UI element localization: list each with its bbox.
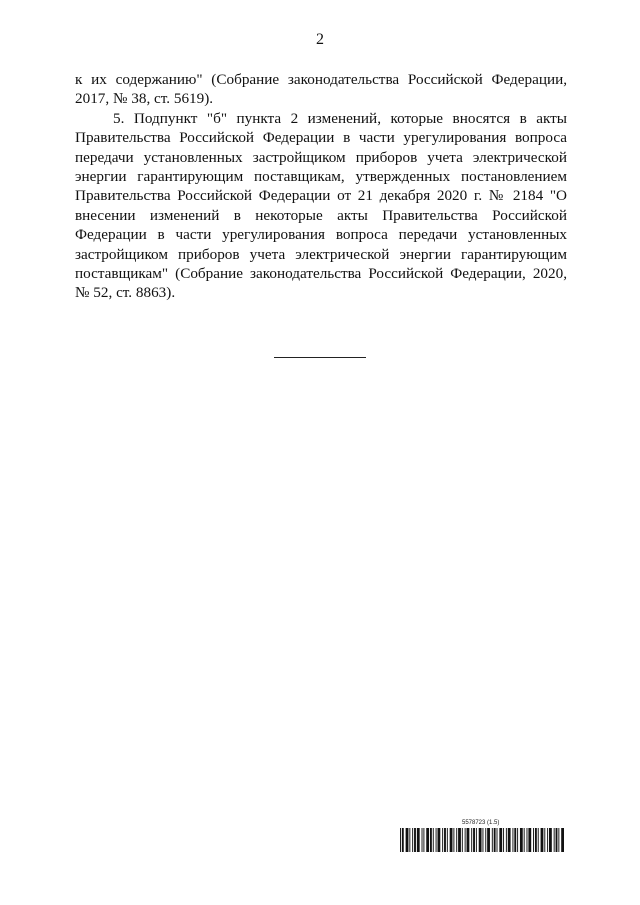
barcode-bar bbox=[456, 828, 457, 852]
barcode-bar bbox=[533, 828, 534, 852]
barcode-bar bbox=[444, 828, 446, 852]
barcode-bar bbox=[528, 828, 531, 852]
barcode-bar bbox=[414, 828, 416, 852]
barcode-bar bbox=[514, 828, 516, 852]
barcode-bar bbox=[450, 828, 453, 852]
barcode-bar bbox=[462, 828, 463, 852]
barcode-bar bbox=[430, 828, 432, 852]
barcode-bar bbox=[402, 828, 404, 852]
barcode-bar bbox=[442, 828, 443, 852]
barcode-graphic bbox=[400, 828, 564, 852]
barcode-bar bbox=[535, 828, 537, 852]
barcode-bar bbox=[400, 828, 401, 852]
barcode-bar bbox=[487, 828, 490, 852]
barcode-bar bbox=[426, 828, 429, 852]
barcode-bar bbox=[541, 828, 544, 852]
barcode bbox=[400, 828, 564, 852]
paragraph-continuation: к их содержанию" (Собрание законодательства Российской Федерации, 2017, № 38, ст. 5619). bbox=[75, 71, 567, 108]
barcode-bar bbox=[494, 828, 496, 852]
barcode-bar bbox=[422, 828, 423, 852]
barcode-bar bbox=[520, 828, 523, 852]
barcode-bar bbox=[406, 828, 409, 852]
barcode-bar bbox=[561, 828, 564, 852]
barcode-bar bbox=[558, 828, 559, 852]
barcode-bar bbox=[554, 828, 555, 852]
barcode-bar bbox=[506, 828, 507, 852]
barcode-bar bbox=[467, 828, 470, 852]
barcode-bar bbox=[473, 828, 475, 852]
end-separator-line bbox=[274, 357, 366, 358]
barcode-bar bbox=[433, 828, 434, 852]
barcode-bar bbox=[544, 828, 545, 852]
barcode-bar bbox=[497, 828, 498, 852]
barcode-bar bbox=[479, 828, 482, 852]
barcode-bar bbox=[485, 828, 486, 852]
barcode-bar bbox=[458, 828, 461, 852]
barcode-bar bbox=[423, 828, 424, 852]
barcode-bar bbox=[492, 828, 493, 852]
barcode-bar bbox=[517, 828, 518, 852]
barcode-bar bbox=[508, 828, 511, 852]
barcode-bar bbox=[471, 828, 472, 852]
barcode-bar bbox=[524, 828, 525, 852]
barcode-bar bbox=[499, 828, 502, 852]
barcode-bar bbox=[476, 828, 477, 852]
barcode-bar bbox=[549, 828, 552, 852]
paragraph-item-5: 5. Подпункт "б" пункта 2 изменений, которые вносятся в акты Правительства Российской Федерации в части урегулирования вопроса передачи установленных застройщиком приборов учета электрической энергии гарантирующим поставщикам, утвержденных постановлением Правительства Российской Федерации от 21 декабря 2020 г. № 2184 "О внесении изменений в некоторые акты Правительства Российской Федерации в части урегулирования вопроса передачи установленных застройщиком приборов учета электрической энергии гарантирующим поставщикам" (Собрание законодательства Российской Федерации, 2020, № 52, ст. 8863). bbox=[75, 109, 567, 302]
barcode-bar bbox=[412, 828, 413, 852]
barcode-bar bbox=[447, 828, 448, 852]
barcode-bar bbox=[527, 828, 528, 852]
barcode-bar bbox=[437, 828, 440, 852]
document-body bbox=[75, 70, 567, 303]
barcode-bar bbox=[556, 828, 558, 852]
barcode-bar bbox=[547, 828, 548, 852]
barcode-bar bbox=[409, 828, 410, 852]
barcode-bar bbox=[482, 828, 483, 852]
barcode-bar bbox=[465, 828, 466, 852]
document-code: 5578723 (1.5) bbox=[462, 820, 500, 826]
barcode-bar bbox=[503, 828, 504, 852]
barcode-bar bbox=[538, 828, 539, 852]
page-number: 2 bbox=[316, 31, 324, 48]
barcode-bar bbox=[512, 828, 513, 852]
barcode-bar bbox=[436, 828, 437, 852]
barcode-bar bbox=[417, 828, 420, 852]
barcode-bar bbox=[453, 828, 454, 852]
